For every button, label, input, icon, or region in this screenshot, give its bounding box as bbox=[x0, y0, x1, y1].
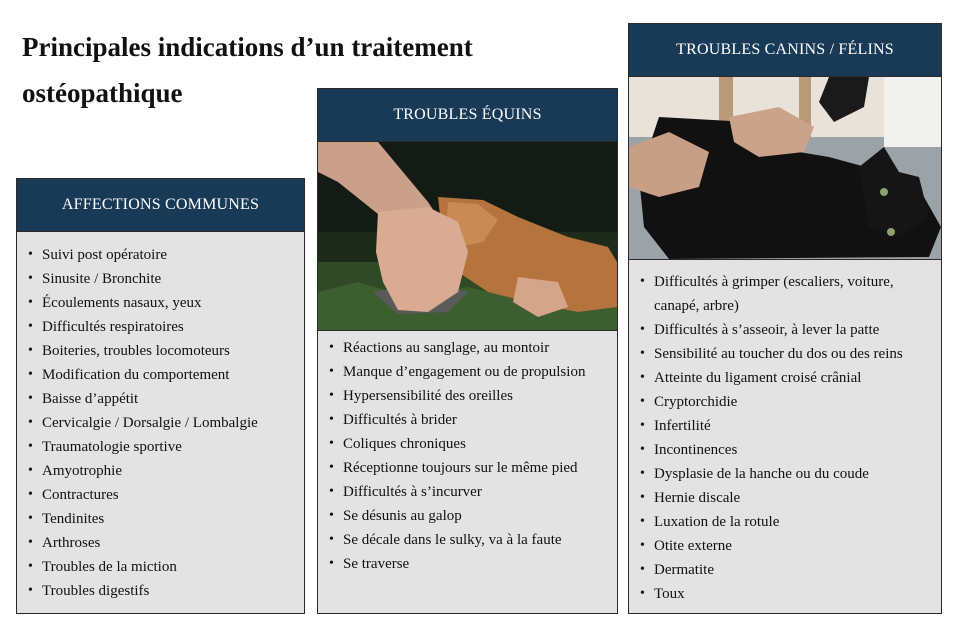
common-condition-item: • Modification du comportement bbox=[17, 363, 304, 387]
common-conditions-list bbox=[17, 232, 304, 603]
cat-treatment-photo bbox=[629, 77, 941, 260]
canine-feline-troubles-list bbox=[629, 260, 941, 606]
common-condition-item: • Boiteries, troubles locomoteurs bbox=[17, 339, 304, 363]
common-conditions-heading: AFFECTIONS COMMUNES bbox=[17, 179, 304, 232]
canine-feline-trouble-item: • Otite externe bbox=[629, 534, 933, 558]
common-condition-item: • Troubles de la miction bbox=[17, 555, 304, 579]
horse-leg-photo-illustration bbox=[318, 142, 617, 330]
common-condition-item: • Tendinites bbox=[17, 507, 304, 531]
common-conditions-panel bbox=[16, 178, 305, 614]
equine-trouble-item: • Difficultés à s’incurver bbox=[318, 480, 609, 504]
canine-feline-trouble-item: • Cryptorchidie bbox=[629, 390, 933, 414]
common-condition-item: • Cervicalgie / Dorsalgie / Lombalgie bbox=[17, 411, 304, 435]
equine-troubles-panel bbox=[317, 88, 618, 614]
equine-trouble-item: • Se désunis au galop bbox=[318, 504, 609, 528]
common-condition-item: • Troubles digestifs bbox=[17, 579, 304, 603]
common-condition-item: • Amyotrophie bbox=[17, 459, 304, 483]
equine-trouble-item: • Hypersensibilité des oreilles bbox=[318, 384, 609, 408]
common-condition-item: • Écoulements nasaux, yeux bbox=[17, 291, 304, 315]
canine-feline-trouble-item: • Dysplasie de la hanche ou du coude bbox=[629, 462, 933, 486]
canine-feline-trouble-item: • Hernie discale bbox=[629, 486, 933, 510]
equine-trouble-item: • Manque d’engagement ou de propulsion bbox=[318, 360, 609, 384]
black-cat-photo-illustration bbox=[629, 77, 941, 259]
canine-feline-trouble-item: • Difficultés à s’asseoir, à lever la patte bbox=[629, 318, 933, 342]
equine-troubles-heading: TROUBLES ÉQUINS bbox=[318, 89, 617, 142]
canine-feline-trouble-item: • Toux bbox=[629, 582, 933, 606]
common-condition-item: • Sinusite / Bronchite bbox=[17, 267, 304, 291]
canine-feline-trouble-item: • Dermatite bbox=[629, 558, 933, 582]
common-condition-item: • Traumatologie sportive bbox=[17, 435, 304, 459]
equine-trouble-item: • Se décale dans le sulky, va à la faute bbox=[318, 528, 609, 552]
canine-feline-trouble-item: • Difficultés à grimper (escaliers, voiture, canapé, arbre) bbox=[629, 270, 933, 318]
common-condition-item: • Baisse d’appétit bbox=[17, 387, 304, 411]
equine-troubles-list bbox=[318, 331, 617, 576]
common-condition-item: • Suivi post opératoire bbox=[17, 243, 304, 267]
common-condition-item: • Contractures bbox=[17, 483, 304, 507]
equine-trouble-item: • Réceptionne toujours sur le même pied bbox=[318, 456, 609, 480]
page-title: Principales indications d’un traitement ostéopathique bbox=[22, 32, 473, 108]
horse-leg-treatment-photo bbox=[318, 142, 617, 331]
equine-trouble-item: • Se traverse bbox=[318, 552, 609, 576]
canine-feline-trouble-item: • Incontinences bbox=[629, 438, 933, 462]
canine-feline-troubles-heading: TROUBLES CANINS / FÉLINS bbox=[629, 24, 941, 77]
canine-feline-trouble-item: • Sensibilité au toucher du dos ou des reins bbox=[629, 342, 933, 366]
canine-feline-trouble-item: • Luxation de la rotule bbox=[629, 510, 933, 534]
common-condition-item: • Arthroses bbox=[17, 531, 304, 555]
canine-feline-trouble-item: • Atteinte du ligament croisé crânial bbox=[629, 366, 933, 390]
equine-trouble-item: • Difficultés à brider bbox=[318, 408, 609, 432]
equine-trouble-item: • Réactions au sanglage, au montoir bbox=[318, 336, 609, 360]
canine-feline-troubles-panel bbox=[628, 23, 942, 614]
equine-trouble-item: • Coliques chroniques bbox=[318, 432, 609, 456]
canine-feline-trouble-item: • Infertilité bbox=[629, 414, 933, 438]
common-condition-item: • Difficultés respiratoires bbox=[17, 315, 304, 339]
